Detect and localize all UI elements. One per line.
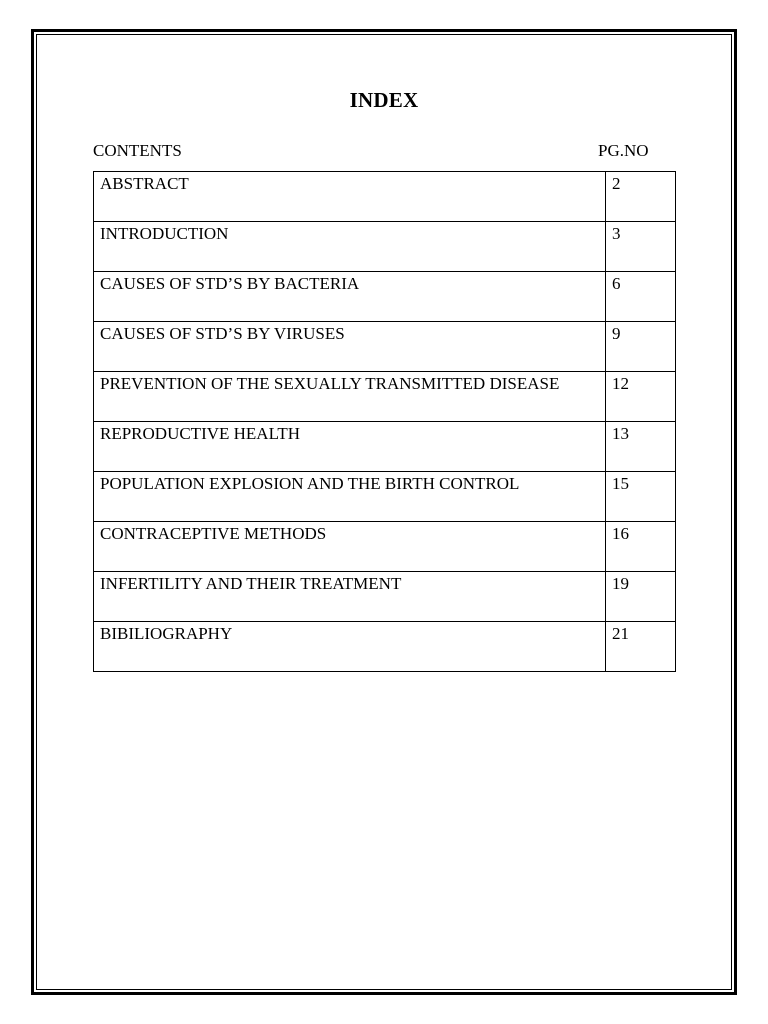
table-row (94, 372, 676, 422)
entry-page-number: 2 (606, 172, 676, 222)
entry-page-number: 21 (606, 622, 676, 672)
page-title: INDEX (349, 88, 419, 112)
entry-title: CAUSES OF STD’S BY VIRUSES (94, 322, 606, 372)
table-row (94, 572, 676, 622)
entry-title: CAUSES OF STD’S BY BACTERIA (94, 272, 606, 322)
entry-title: CONTRACEPTIVE METHODS (94, 522, 606, 572)
entry-page-number: 16 (606, 522, 676, 572)
table-row (94, 422, 676, 472)
entry-title: REPRODUCTIVE HEALTH (94, 422, 606, 472)
entry-title: INFERTILITY AND THEIR TREATMENT (94, 572, 606, 622)
entry-page-number: 15 (606, 472, 676, 522)
table-row (94, 472, 676, 522)
entry-page-number: 6 (606, 272, 676, 322)
table-row (94, 622, 676, 672)
table-row (94, 272, 676, 322)
entry-title: INTRODUCTION (94, 222, 606, 272)
entry-page-number: 3 (606, 222, 676, 272)
entry-page-number: 19 (606, 572, 676, 622)
index-table (93, 171, 676, 672)
table-row (94, 322, 676, 372)
entry-title: POPULATION EXPLOSION AND THE BIRTH CONTROL (94, 472, 606, 522)
entry-page-number: 12 (606, 372, 676, 422)
entry-title: ABSTRACT (94, 172, 606, 222)
entry-title: PREVENTION OF THE SEXUALLY TRANSMITTED DISEASE (94, 372, 606, 422)
page-number-column-heading: PG.NO (598, 141, 649, 160)
entry-page-number: 9 (606, 322, 676, 372)
table-row (94, 172, 676, 222)
entry-title: BIBILIOGRAPHY (94, 622, 606, 672)
contents-column-heading: CONTENTS (93, 141, 182, 160)
table-row (94, 522, 676, 572)
entry-page-number: 13 (606, 422, 676, 472)
table-row (94, 222, 676, 272)
